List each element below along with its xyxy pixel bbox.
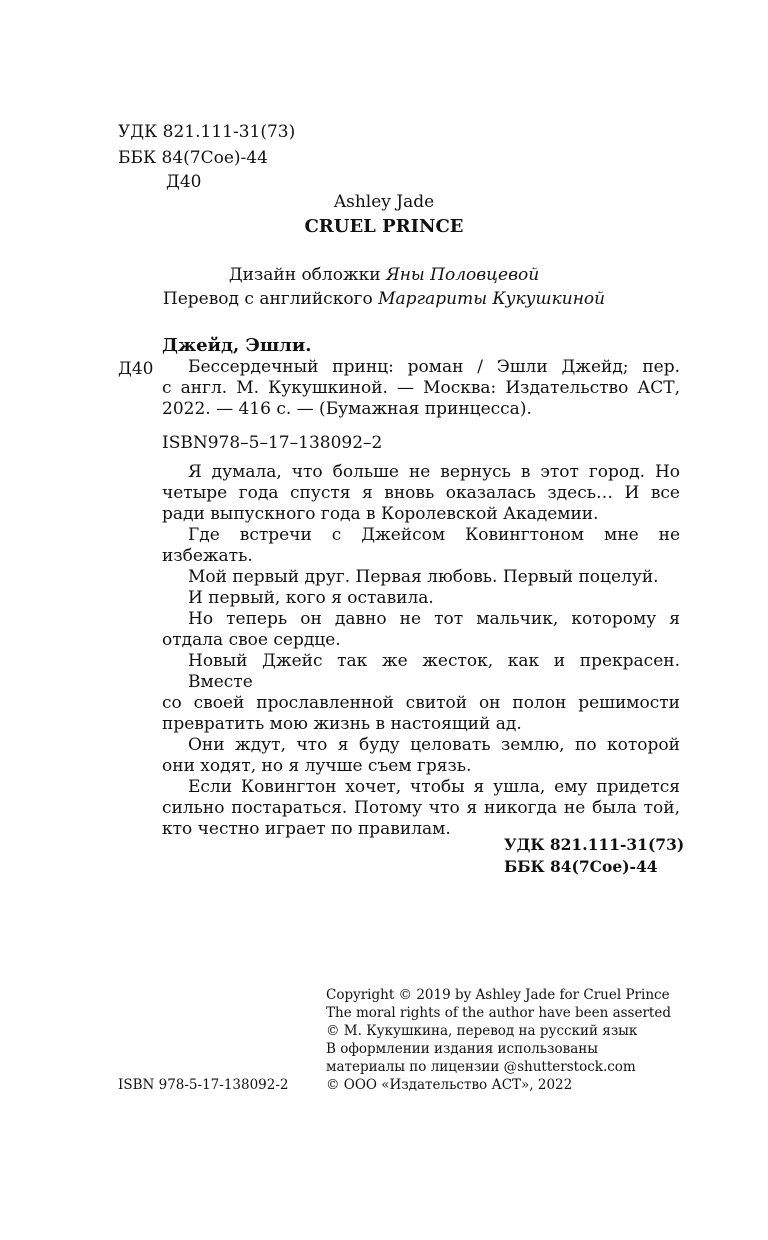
translator-name: Маргариты Кукушкиной <box>378 289 606 309</box>
copyright-line: Copyright © 2019 by Ashley Jade for Cruel Prince <box>326 987 670 1003</box>
annotation-paragraph <box>162 588 680 609</box>
udk-code: УДК 821.111-31(73) <box>118 122 296 142</box>
annotation-paragraph <box>162 567 680 588</box>
translation-credit <box>0 289 768 309</box>
copyright-block <box>326 986 671 1094</box>
original-title: CRUEL PRINCE <box>304 216 464 237</box>
copyright-line: The moral rights of the author have been asserted <box>326 1005 671 1021</box>
biblio-line: с англ. М. Кукушкиной. — Москва: Издательство АСТ, <box>162 378 680 398</box>
annotation-paragraph <box>162 609 680 651</box>
original-author: Ashley Jade <box>333 192 435 212</box>
copyright-line: В оформлении издания использованы <box>326 1041 599 1057</box>
annotation-line: со своей прославленной свитой он полон решимости <box>162 693 680 713</box>
annotation-line: Новый Джейс так же жесток, как и прекрасен. Вместе <box>188 651 680 692</box>
entry-code: Д40 <box>118 359 154 379</box>
annotation-paragraph <box>162 651 680 735</box>
annotation-line: Мой первый друг. Первая любовь. Первый поцелуй. <box>188 567 659 587</box>
biblio-line: Бессердечный принц: роман / Эшли Джейд; пер. <box>188 357 680 377</box>
annotation-line: превратить мою жизнь в настоящий ад. <box>162 714 522 734</box>
annotation-line: И первый, кого я оставила. <box>188 588 434 608</box>
author-mark: Д40 <box>166 172 202 192</box>
udk-code-bottom: УДК 821.111-31(73) <box>504 835 685 854</box>
bibliographic-description <box>162 357 680 420</box>
annotation-line: Но теперь он давно не тот мальчик, которому я <box>188 609 680 629</box>
copyright-line: © ООО «Издательство АСТ», 2022 <box>326 1077 573 1093</box>
copyright-line: © М. Кукушкина, перевод на русский язык <box>326 1023 638 1039</box>
translation-prefix: Перевод с английского <box>162 289 379 309</box>
entry-isbn: ISBN978–5–17–138092–2 <box>162 433 383 453</box>
bbk-code-bottom: ББК 84(7Сое)-44 <box>504 857 658 876</box>
annotation-line: они ходят, но я лучше съем грязь. <box>162 756 472 776</box>
annotation-line: Где встречи с Джейсом Ковингтоном мне не <box>188 525 680 545</box>
annotation-line: отдала свое сердце. <box>162 630 341 650</box>
cover-design-credit <box>0 265 768 285</box>
annotation-paragraph <box>162 462 680 525</box>
annotation-paragraph <box>162 735 680 777</box>
annotation-line: кто честно играет по правилам. <box>162 819 451 839</box>
annotation-line: Они ждут, что я буду целовать землю, по которой <box>188 735 680 755</box>
annotation-line: Я думала, что больше не вернусь в этот город. Но <box>188 462 680 482</box>
annotation-paragraph <box>162 525 680 567</box>
cover-design-prefix: Дизайн обложки <box>228 265 386 285</box>
annotation-line: ради выпускного года в Королевской Академии. <box>162 504 599 524</box>
entry-author: Джейд, Эшли. <box>162 335 312 356</box>
bbk-code: ББК 84(7Сое)-44 <box>118 148 268 168</box>
copyright-line: материалы по лицензии @shutterstock.com <box>326 1059 636 1075</box>
annotation-paragraph <box>162 777 680 840</box>
annotation <box>162 462 680 840</box>
annotation-line: четыре года спустя я вновь оказалась здесь… И все <box>162 483 680 503</box>
cover-designer-name: Яны Половцевой <box>385 265 540 285</box>
isbn-bottom: ISBN 978-5-17-138092-2 <box>118 1077 289 1093</box>
annotation-line: сильно постараться. Потому что я никогда не была той, <box>162 798 680 818</box>
biblio-line: 2022. — 416 с. — (Бумажная принцесса). <box>162 399 532 419</box>
annotation-line: избежать. <box>162 546 253 566</box>
annotation-line: Если Ковингтон хочет, чтобы я ушла, ему придется <box>188 777 680 797</box>
